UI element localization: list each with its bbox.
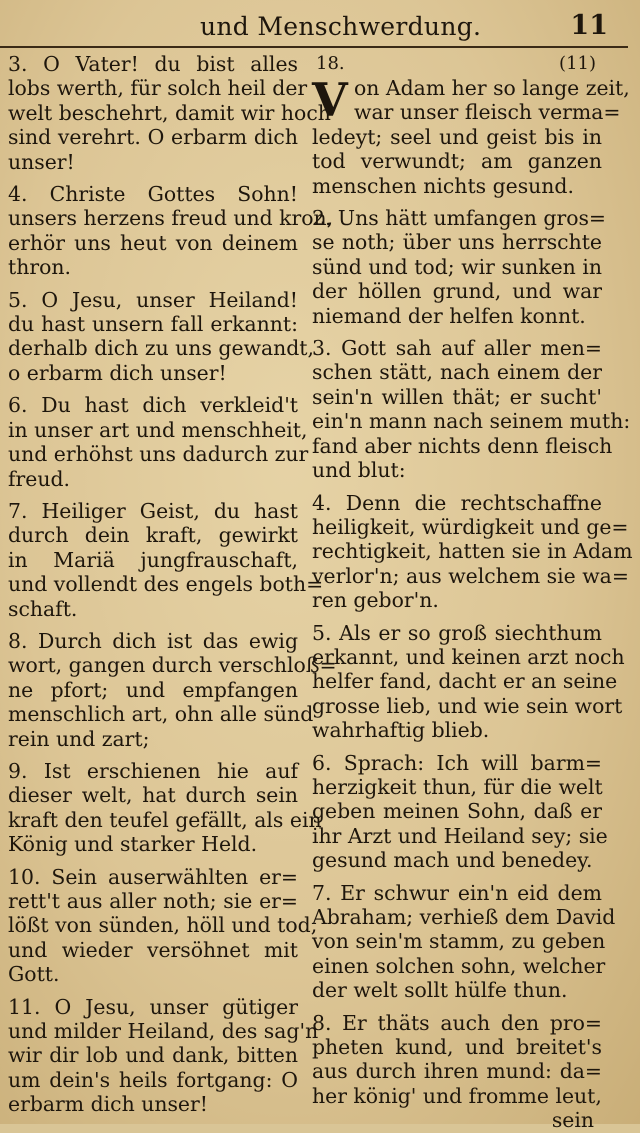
text-line: sünd und tod; wir sunken in xyxy=(312,254,602,279)
drop-cap: V xyxy=(312,73,348,127)
text-line: erkannt, und keinen arzt noch xyxy=(312,644,625,669)
text-line: o erbarm dich unser! xyxy=(8,360,227,385)
hymn-number: 18. xyxy=(316,53,345,74)
text-line: der höllen grund, und war xyxy=(312,279,602,304)
text-line: dieser welt, hat durch sein xyxy=(8,783,298,808)
stanza-gap xyxy=(312,1003,602,1011)
text-line: wort, gangen durch verschloß= xyxy=(8,653,337,678)
stanza xyxy=(8,628,337,751)
stanza-gap xyxy=(312,613,602,621)
text-line: 2. Uns hätt umfangen gros= xyxy=(312,206,607,231)
text-line: pheten kund, und breitet's xyxy=(312,1035,602,1060)
text-line: gesund mach und benedey. xyxy=(312,848,593,873)
text-line: sein'n willen thät; er sucht' xyxy=(312,384,602,409)
text-line: freud. xyxy=(8,466,71,491)
text-line: menschlich art, ohn alle sünd xyxy=(8,702,314,727)
stanza-gap xyxy=(8,174,298,182)
text-line: unser! xyxy=(8,149,75,174)
text-line: menschen nichts gesund. xyxy=(312,173,574,198)
hymn-heading xyxy=(312,52,602,76)
text-line: 7. Heiliger Geist, du hast xyxy=(8,498,298,523)
text-line: in unser art und menschheit, xyxy=(8,417,308,442)
text-line: 8. Er thäts auch den pro= xyxy=(312,1010,602,1035)
text-line: herzigkeit thun, für die welt xyxy=(312,774,603,799)
stanza-gap xyxy=(8,621,298,629)
text-line: 3. O Vater! du bist alles xyxy=(8,52,298,76)
text-line: lobs werth, für solch heil der xyxy=(8,76,308,101)
stanza xyxy=(312,336,631,483)
text-line: fand aber nichts denn fleisch xyxy=(312,433,613,458)
text-line: tod verwundt; am ganzen xyxy=(312,149,602,174)
text-line: grosse lieb, und wie sein wort xyxy=(312,693,623,718)
text-line: se noth; über uns herrschte xyxy=(312,230,602,255)
text-line: helfer fand, dacht er an seine xyxy=(312,669,618,694)
text-line: 5. Als er so groß siechthum xyxy=(312,620,602,645)
text-line: von sein'm stamm, zu geben xyxy=(312,929,606,954)
text-line: Gott. xyxy=(8,962,60,987)
stanza-gap xyxy=(312,483,602,491)
text-line: rein und zart; xyxy=(8,726,150,751)
text-line: niemand der helfen konnt. xyxy=(312,303,586,328)
stanza-gap xyxy=(312,328,602,336)
stanza xyxy=(312,73,630,198)
stanza-gap xyxy=(8,491,298,499)
stanza-gap xyxy=(8,751,298,759)
stanza xyxy=(8,864,318,987)
text-line: 4. Christe Gottes Sohn! xyxy=(8,182,298,207)
text-line: schen stätt, nach einem der xyxy=(312,360,602,385)
text-line: rechtigkeit, hatten sie in Adam xyxy=(312,539,633,564)
stanza xyxy=(8,182,334,280)
stanza xyxy=(8,758,322,857)
text-line: erhör uns heut von deinem xyxy=(8,230,298,255)
text-line: derhalb dich zu uns gewandt, xyxy=(8,336,314,361)
header-rule xyxy=(0,46,628,48)
stanza-gap xyxy=(312,198,602,206)
text-line: wahrhaftig blieb. xyxy=(312,718,490,743)
stanza-gap xyxy=(8,280,298,288)
text-line: her könig' und fromme leut, xyxy=(312,1083,602,1108)
text-line: der welt sollt hülfe thun. xyxy=(312,978,568,1003)
stanza xyxy=(312,750,608,873)
text-line: ledeyt; seel und geist bis in xyxy=(312,124,602,149)
stanza-gap xyxy=(8,987,298,995)
text-line: durch dein kraft, gewirkt xyxy=(8,523,298,548)
text-line: kraft den teufel gefällt, als ein xyxy=(8,807,322,832)
running-title: und Menschwerdung. xyxy=(200,12,482,41)
text-line: 9. Ist erschienen hie auf xyxy=(8,758,298,783)
text-line: in Mariä jungfrauschaft, xyxy=(8,547,298,572)
catchword: sein xyxy=(551,1108,594,1133)
text-line: 3. Gott sah auf aller men= xyxy=(312,336,602,361)
text-line: und vollendt des engels both= xyxy=(8,572,324,597)
text-line: und wieder versöhnet mit xyxy=(8,937,298,962)
text-line: und milder Heiland, des sag'n xyxy=(8,1019,319,1044)
text-line: 6. Sprach: Ich will barm= xyxy=(312,750,602,775)
text-line: thron. xyxy=(8,255,71,280)
stanza-gap xyxy=(312,743,602,751)
stanza-gap xyxy=(8,385,298,393)
right-stanzas xyxy=(312,198,633,1108)
text-line: 8. Durch dich ist das ewig xyxy=(8,628,298,653)
text-line: einen solchen sohn, welcher xyxy=(312,953,606,978)
text-line: 7. Er schwur ein'n eid dem xyxy=(312,880,602,905)
melody-reference: (11) xyxy=(559,53,596,74)
text-line: verlor'n; aus welchem sie wa= xyxy=(312,563,629,588)
stanza xyxy=(312,880,616,1003)
text-line: rett't aus aller noth; sie er= xyxy=(8,889,298,913)
text-line: heiligkeit, würdigkeit und ge= xyxy=(312,514,629,539)
text-line: Abraham; verhieß dem David xyxy=(312,905,616,929)
stanza xyxy=(8,994,319,1117)
text-line: unsers herzens freud und kron, xyxy=(8,206,334,231)
text-line: ein'n mann nach seinem muth: xyxy=(312,409,631,434)
text-line: 5. O Jesu, unser Heiland! xyxy=(8,287,298,312)
text-line: sind verehrt. O erbarm dich xyxy=(8,125,298,150)
text-line: 6. Du hast dich verkleid't xyxy=(8,393,298,418)
stanza-gap xyxy=(312,873,602,881)
text-line: ren gebor'n. xyxy=(312,588,439,613)
text-line: um dein's heils fortgang: O xyxy=(8,1067,298,1092)
text-line: 11. O Jesu, unser gütiger xyxy=(8,994,298,1019)
text-line: und erhöhst uns dadurch zur xyxy=(8,442,309,467)
text-line: ihr Arzt und Heiland sey; sie xyxy=(312,823,608,848)
right-column xyxy=(312,52,633,1133)
stanza-gap xyxy=(8,857,298,865)
text-line: König und starker Held. xyxy=(8,832,258,857)
text-line: 4. Denn die rechtschaffne xyxy=(312,490,602,515)
stanza xyxy=(312,620,625,743)
text-line: lößt von sünden, höll und tod, xyxy=(8,913,318,938)
text-line: wir dir lob und dank, bitten xyxy=(8,1043,298,1068)
text-line: on Adam her so lange zeit, xyxy=(354,76,630,100)
text-line: schaft. xyxy=(8,596,78,621)
text-line: du hast unsern fall erkannt: xyxy=(8,312,298,337)
stanza xyxy=(312,1011,602,1109)
text-line: ne pfort; und empfangen xyxy=(8,677,298,702)
text-line: erbarm dich unser! xyxy=(8,1092,208,1117)
stanza xyxy=(8,393,309,491)
text-line: aus durch ihren mund: da= xyxy=(312,1059,602,1084)
text-line: und blut: xyxy=(312,458,406,483)
first-stanza xyxy=(312,73,630,198)
stanza xyxy=(312,490,633,613)
stanza xyxy=(8,287,314,386)
stanza xyxy=(8,498,324,621)
text-line: 10. Sein auserwählten er= xyxy=(8,864,298,889)
page-number: 11 xyxy=(570,10,608,41)
text-line: geben meinen Sohn, daß er xyxy=(312,799,602,824)
page-header xyxy=(0,8,640,48)
stanza xyxy=(312,206,607,328)
text-line: welt beschehrt, damit wir hoch xyxy=(8,100,331,125)
text-line: war unser fleisch verma= xyxy=(354,100,621,125)
